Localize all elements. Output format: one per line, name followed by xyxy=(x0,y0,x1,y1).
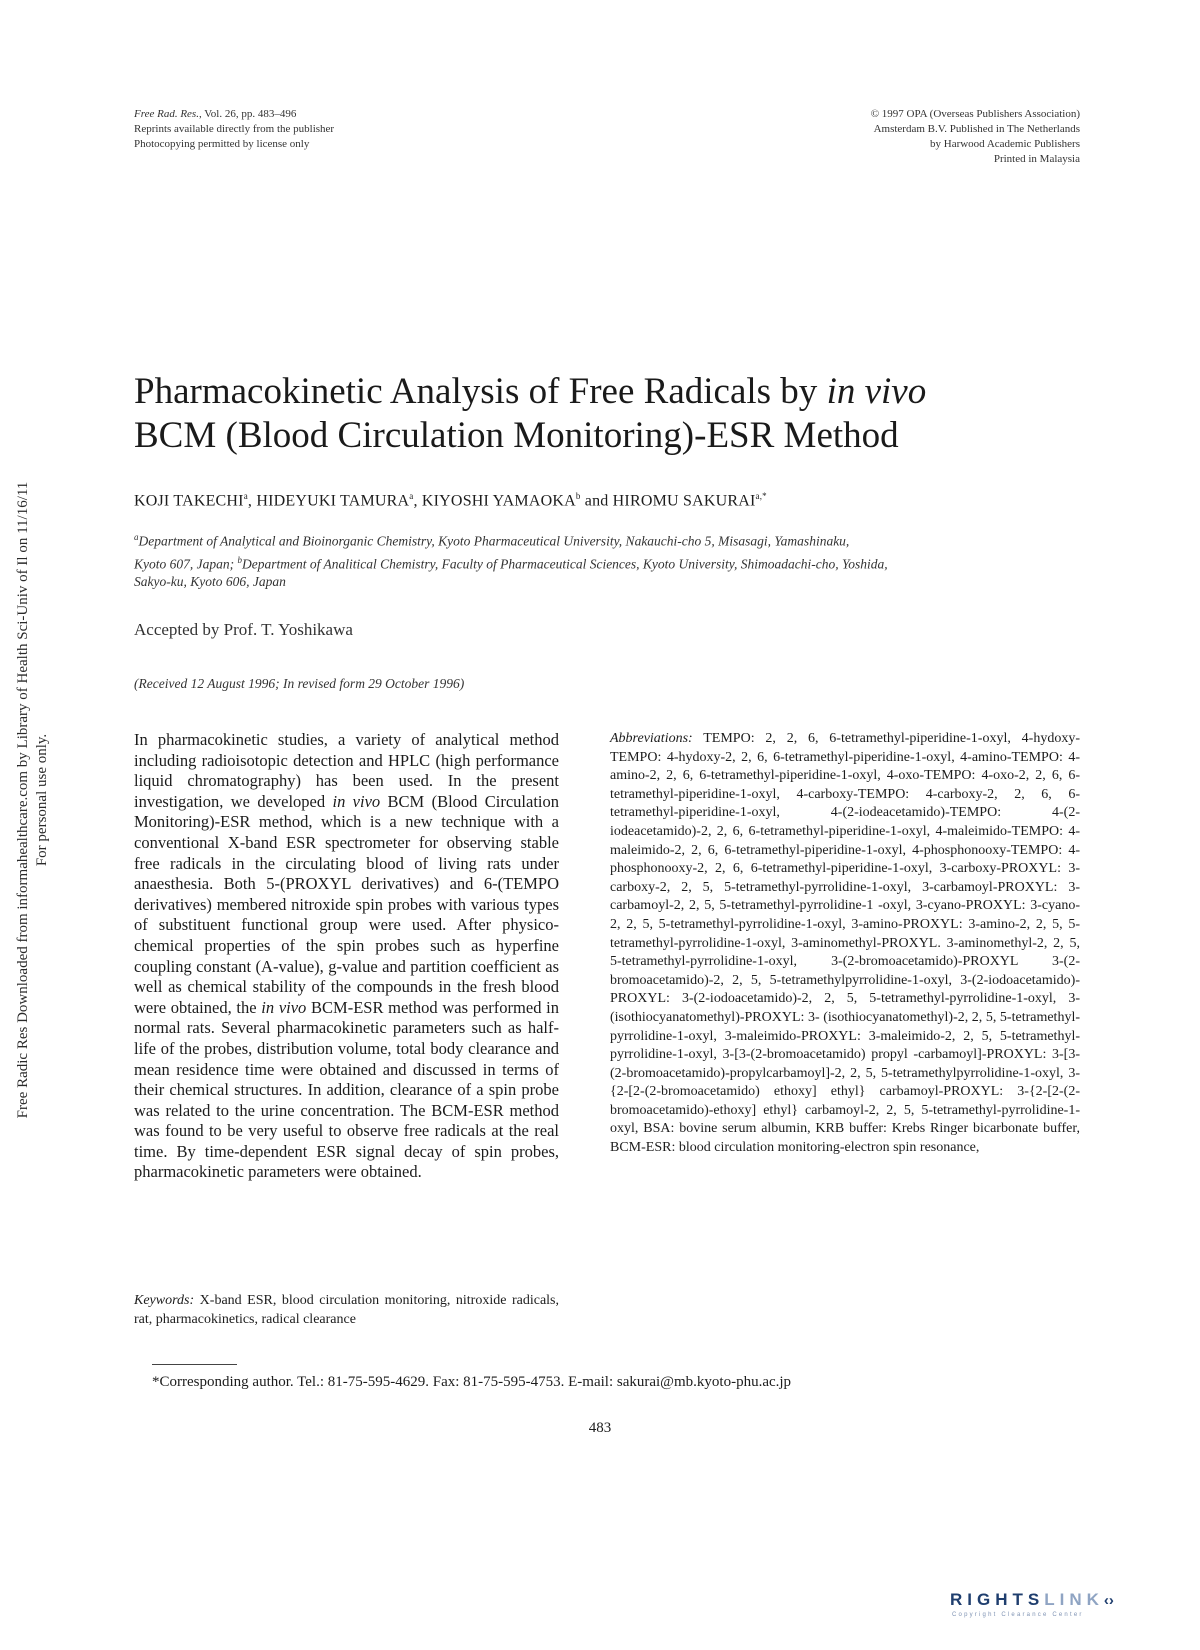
page-number: 483 xyxy=(588,1420,612,1436)
journal-name: Free Rad. Res. xyxy=(134,108,199,120)
publisher-line: Amsterdam B.V. Published in The Netherlands xyxy=(873,123,1080,135)
logo-arrows-icon: ‹› xyxy=(1103,1592,1114,1609)
abstract-part-2: BCM (Blood Circulation Monitoring)-ESR method, which is a new technique with a conventional X-band ESR spectrometer for observing stable free radicals in the circulating blood of living rats under anaesthesia. Both 5-(PROXYL derivatives) and 6-(TEMPO derivatives) membered nitroxide spin probes with various types of substituent functional group were used. After physico-chemical properties of the spin probes such as hyperfine coupling constant (A-value), g-value and partition coefficient as well as chemical stability of the compounds in the fresh blood were obtained, the xyxy=(134,791,559,1017)
abbreviations-label: Abbreviations: xyxy=(610,731,693,746)
author-1: KOJI TAKECHI xyxy=(134,492,244,510)
author-4: and HIROMU SAKURAI xyxy=(580,492,756,510)
abbreviations-text: TEMPO: 2, 2, 6, 6-tetramethyl-piperidine-1-oxyl, 4-hydoxy-TEMPO: 4-hydoxy-2, 2, 6, 6-tetramethyl-piperidine-1-oxyl, 4-amino-TEMPO: 4-amino-2, 2, 6, 6-tetramethyl-piperidine-1-oxyl, 4-oxo-TEMPO: 4-oxo-2, 2, 6, 6-tetramethyl-piperidine-1-oxyl, 4-carboxy-TEMPO: 4-carboxy-2, 2, 6, 6-tetramethyl-piperidine-1-oxyl, 4-(2-iodeacetamido)-TEMPO: 4-(2-iodeacetamido)-2, 2, 6, 6-tetramethyl-piperidine-1-oxyl, 4-maleimido-TEMPO: 4-maleimido-2, 2, 6, 6-tetramethyl-piperidine-1-oxyl, 4-phosphonooxy-TEMPO: 4-phosphonooxy-2, 2, 6, 6-tetramethyl-piperidine-1-oxyl, 3-carboxy-PROXYL: 3-carboxy-2, 2, 5, 5-tetramethyl-pyrrolidine-1-oxyl, 3-carbamoyl-PROXYL: 3-carbamoyl-2, 2, 5, 5-tetramethyl-pyrrolidine-1 -oxyl, 3-cyano-PROXYL: 3-cyano-2, 2, 5, 5-tetramethyl-pyrrolidine-1-oxyl, 3-amino-PROXYL: 3-amino-2, 2, 5, 5-tetramethyl-pyrrolidine-1-oxyl, 3-aminomethyl-PROXYL. 3-aminomethyl-2, 2, 5, 5-tetramethyl-pyrrolidine-1-oxyl, 3-(2-bromoacetamido)-PROXYL 3-(2-bromoacetamido)-2, 2, 5, 5-tetramethylpyrrolidine-1-oxyl, 3-(2-iodoacetamido)-PROXYL: 3-(2-iodoacetamido)-2, 2, 5, 5-tetramethyl-pyrrolidine-1-oxyl, 3-(isothiocyanatomethyl)-PROXYL: 3- (isothiocyanatomethyl)-2, 2, 5, 5-tetramethyl-pyrrolidine-1-oxyl, 3-maleimido-PROXYL: 3-maleimido-2, 2, 5, 5-tetramethyl-pyrrolidine-1-oxyl, 3-[3-(2-bromoacetamido) propyl -carbamoyl]-PROXYL: 3-[3-(2-bromoacetamido)-propylcarbamoyl]-2, 2, 5, 5-tetramethylpyrrolidine-1-oxyl, 3-{2-[2-(2-bromoacetamido) ethoxy] ethyl} carbamoyl-PROXYL: 3-{2-[2-(2-bromoacetamido)-ethoxy] ethyl} carbamoyl-2, 2, 5, 5-tetramethyl-pyrrolidine-1-oxyl, BSA: bovine serum albumin, KRB buffer: Krebs Ringer bicarbonate buffer, BCM-ESR: blood circulation monitoring-electron spin resonance, xyxy=(610,731,1080,1156)
logo-tagline: Copyright Clearance Center xyxy=(952,1612,1084,1618)
title-line-1-main: Pharmacokinetic Analysis of Free Radicals by xyxy=(134,371,827,412)
publisher-header xyxy=(680,107,1080,167)
affiliation-line-3: Sakyo-ku, Kyoto 606, Japan xyxy=(134,574,286,589)
journal-header xyxy=(134,107,554,152)
journal-citation xyxy=(134,107,554,122)
abstract-in-vivo-2: in vivo xyxy=(261,997,307,1017)
affiliation-line-2 xyxy=(134,551,1094,574)
received-dates: (Received 12 August 1996; In revised form 29 October 1996) xyxy=(134,676,465,691)
keywords xyxy=(134,1292,559,1329)
affiliations xyxy=(134,528,1094,591)
abbreviations xyxy=(610,730,1080,1158)
copyright-line: © 1997 OPA (Overseas Publishers Association) xyxy=(870,108,1080,120)
title-line-1-italic: in vivo xyxy=(826,371,927,412)
keywords-text: X-band ESR, blood circulation monitoring, nitroxide radicals, rat, pharmacokinetics, radical clearance xyxy=(134,1293,559,1327)
publisher-name: by Harwood Academic Publishers xyxy=(930,138,1080,150)
author-3-sup: b xyxy=(575,491,581,501)
abstract xyxy=(134,730,559,1183)
affiliation-a-sup: a xyxy=(134,532,139,542)
affiliation-b-sup: b xyxy=(237,554,242,565)
side-note-line-1: Free Radic Res Downloaded from informahealthcare.com by Library of Health Sci-Univ of Il on 11/16/11 xyxy=(15,481,31,1119)
footnote-divider xyxy=(152,1364,237,1365)
affiliation-a-city: Kyoto 607, Japan; xyxy=(134,556,238,571)
printed-line: Printed in Malaysia xyxy=(993,153,1080,165)
abstract-part-1: In pharmacokinetic studies, a variety of analytical method including radioisotopic detection and HPLC (high performance liquid chromatography) has been used. In the present investigation, we developed xyxy=(134,730,559,811)
keywords-label: Keywords: xyxy=(134,1293,195,1308)
author-2-sup: a xyxy=(409,491,414,501)
author-4-sup: a,* xyxy=(755,491,767,501)
rightslink-wordmark xyxy=(950,1590,1140,1611)
author-1-sup: a xyxy=(243,491,248,501)
affiliation-line-1 xyxy=(134,528,1094,551)
photocopy-note: Photocopying permitted by license only xyxy=(134,138,310,150)
title-line-2: BCM (Blood Circulation Monitoring)-ESR Method xyxy=(134,415,899,456)
side-note-line-2: For personal use only. xyxy=(34,733,50,867)
side-download-note xyxy=(14,450,70,1150)
title-line-1 xyxy=(134,370,1094,414)
author-3: , KIYOSHI YAMAOKA xyxy=(413,492,576,510)
author-list xyxy=(134,486,1094,511)
rightslink-logo[interactable] xyxy=(950,1590,1140,1630)
affiliation-a-text: Department of Analytical and Bioinorganic Chemistry, Kyoto Pharmaceutical University, Nakauchi-cho 5, Misasagi, Yamashinaku, xyxy=(138,533,850,549)
accepted-by: Accepted by Prof. T. Yoshikawa xyxy=(134,620,353,639)
corresponding-author-footnote: *Corresponding author. Tel.: 81-75-595-4629. Fax: 81-75-595-4753. E-mail: sakurai@mb.kyoto-phu.ac.jp xyxy=(152,1374,792,1390)
journal-volume: , Vol. 26, pp. 483–496 xyxy=(198,108,297,120)
abstract-part-3: BCM-ESR method was performed in normal rats. Several pharmacokinetic parameters such as half-life of the probes, distribution volume, total body clearance and mean residence time were obtained and discussed in terms of their chemical structures. In addition, clearance of a spin probe was related to the urine concentration. The BCM-ESR method was found to be very useful to observe free radicals at the real time. By time-dependent ESR signal decay of spin probes, pharmacokinetic parameters were obtained. xyxy=(134,997,559,1182)
reprints-note: Reprints available directly from the publisher xyxy=(134,123,335,135)
abstract-in-vivo-1: in vivo xyxy=(332,791,381,811)
paper-title xyxy=(134,370,1094,458)
author-2: , HIDEYUKI TAMURA xyxy=(247,492,410,510)
logo-rights-text: RIGHTS xyxy=(950,1590,1045,1609)
affiliation-b-text: Department of Analitical Chemistry, Faculty of Pharmaceutical Sciences, Kyoto University, Shimoadachi-cho, Yoshida, xyxy=(242,556,888,571)
logo-link-text: LINK xyxy=(1044,1590,1104,1609)
